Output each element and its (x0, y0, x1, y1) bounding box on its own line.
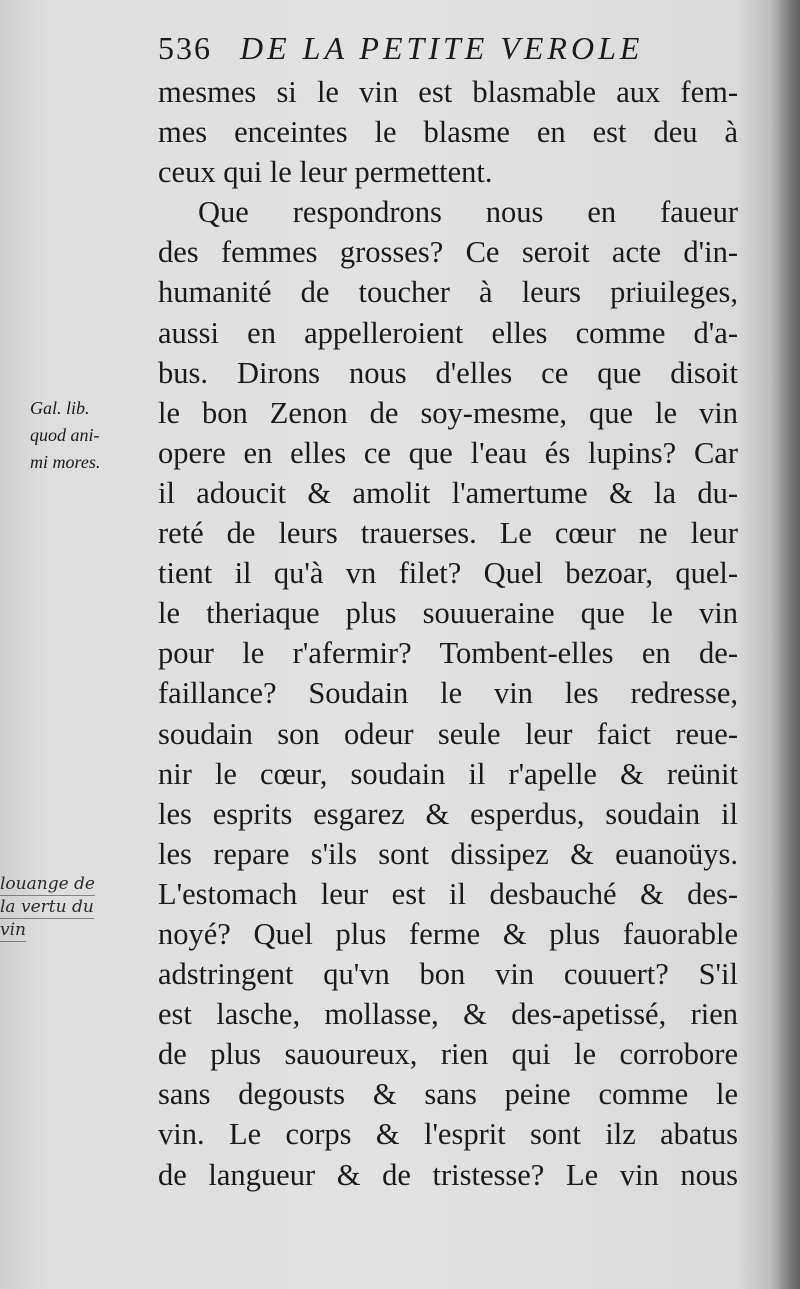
binding-shadow (770, 0, 800, 1289)
text-line: le theriaque plus souueraine que le vin (158, 596, 738, 631)
margin-note-line: quod ani- (30, 425, 100, 445)
text-line: de plus sauoureux, rien qui le corrobore (158, 1037, 738, 1072)
text-line: nir le cœur, soudain il r'apelle & reünit (158, 756, 738, 791)
text-line: des femmes grosses? Ce seroit acte d'in- (158, 235, 738, 270)
text-line: pour le r'afermir? Tombent-elles en de- (158, 636, 738, 671)
text-line: ceux qui le leur permettent. (158, 155, 493, 190)
text-line: soudain son odeur seule leur faict reue- (158, 716, 738, 751)
handnote-line: la vertu du (0, 897, 94, 917)
text-line: Que respondrons nous en faueur (198, 195, 738, 230)
page-number: 536 (158, 30, 212, 66)
text-line: mes enceintes le blasme en est deu à (158, 115, 738, 150)
margin-note-line: Gal. lib. (30, 398, 90, 418)
text-line: adstringent qu'vn bon vin couuert? S'il (158, 957, 738, 992)
text-line: le bon Zenon de soy-mesme, que le vin (158, 395, 738, 430)
text-line: les esprits esgarez & esperdus, soudain il (158, 796, 738, 831)
printed-margin-note (30, 395, 155, 476)
text-line: sans degousts & sans peine comme le (158, 1077, 738, 1112)
handnote-line: vin (0, 920, 26, 940)
text-line: il adoucit & amolit l'amertume & la du- (158, 475, 738, 510)
text-line: noyé? Quel plus ferme & plus fauorable (158, 916, 738, 951)
handwritten-margin-note (0, 873, 130, 942)
text-line: vin. Le corps & l'esprit sont ilz abatus (158, 1117, 738, 1152)
text-line: faillance? Soudain le vin les redresse, (158, 676, 738, 711)
text-line: bus. Dirons nous d'elles ce que disoit (158, 355, 738, 390)
text-line: reté de leurs trauerses. Le cœur ne leur (158, 516, 738, 551)
running-title: DE LA PETITE VEROLE (240, 30, 644, 66)
text-line: aussi en appelleroient elles comme d'a- (158, 315, 738, 350)
text-line: de langueur & de tristesse? Le vin nous (158, 1157, 738, 1192)
text-line: L'estomach leur est il desbauché & des- (158, 876, 738, 911)
text-line: tient il qu'à vn filet? Quel bezoar, quel- (158, 556, 738, 591)
body-text (158, 72, 738, 1195)
text-line: humanité de toucher à leurs priuileges, (158, 275, 738, 310)
margin-note-line: mi mores. (30, 452, 101, 472)
text-line: opere en elles ce que l'eau és lupins? Car (158, 435, 738, 470)
text-line: mesmes si le vin est blasmable aux fem- (158, 75, 738, 109)
text-line: les repare s'ils sont dissipez & euanoüys. (158, 836, 738, 871)
handnote-line: louange de (0, 874, 95, 894)
text-line: est lasche, mollasse, & des-apetissé, rien (158, 997, 738, 1032)
